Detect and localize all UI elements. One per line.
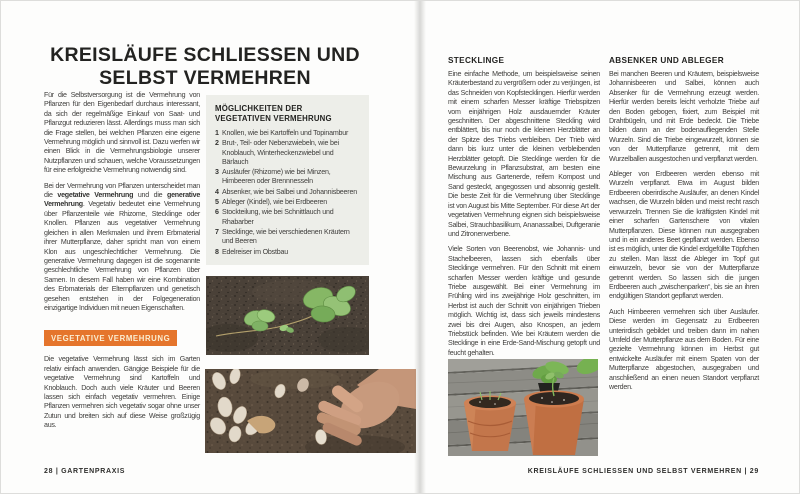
stecklinge-paragraph-2: Viele Sorten von Beerenobst, wie Johannis- und Stachelbeeren, lassen sich ebenfalls über Stecklinge vermehren. Für den Schnitt mit einem scharfen Messer werden kräftige und gesunde Triebe ausgewählt. Bei einer Vermehrung im Frühling wird ins zweijährige Holz geschnitten, im Herbst ist auch der Schnitt von einjährigen Trieben möglich. Wichtig ist, dass sich jeweils mindestens zwei bis drei Augen, also Knospen, an jedem Triebstück befinden. Wie bei Kräutern werden die Stecklinge in eine Erde-Sand-Mischung getopft und feucht gehalten. bbox=[448, 245, 600, 357]
page-title bbox=[27, 44, 383, 90]
photo-garlic-planting bbox=[205, 369, 416, 453]
infobox-vegetative-possibilities bbox=[206, 95, 369, 265]
vegetative-intro-paragraph: Die vegetative Vermehrung lässt sich im Garten relativ einfach anwenden. Gängige Beispiele für die vegetative Vermehrung sind Kartoffeln und Knoblauch. Doch auch viele Kräuter und Beeren lassen sich einfach vegetativ vermehren. Einige Pflanzen vermehren sich vegetativ sogar ohne unser Zutun und breiten sich auf diese Weise großzügig aus. bbox=[44, 355, 200, 430]
photo-strawberry-runner bbox=[206, 276, 369, 355]
text-segment: und die bbox=[133, 191, 168, 200]
pot-left bbox=[464, 391, 516, 451]
infobox-title: MÖGLICHKEITEN DER VEGETATIVEN VERMEHRUNG bbox=[215, 104, 332, 123]
page-title-line2: SELBST VERMEHREN bbox=[99, 67, 311, 90]
heading-stecklinge: STECKLINGE bbox=[448, 56, 505, 65]
absenker-paragraph-1: Bei manchen Beeren und Kräutern, beispielsweise Johannisbeeren und Salbei, können auch Absenker für die Vermehrung erzeugt werden. Hierfür werden bereits leicht verholzte Triebe auf den Boden gebogen, fixiert, zum Beispiel mit Drahtbügeln, und mit Erde bedeckt. Die Triebe bilden dann an der bodenaufliegenden Stelle Wurzeln. Sind die Triebe eingewurzelt, können sie von der Mutterpflanze getrennt, mit dem Wurzelballen ausgestochen und verpflanzt werden. bbox=[609, 70, 759, 163]
list-item bbox=[215, 198, 360, 207]
list-item-number: 1 bbox=[215, 129, 219, 137]
list-item-number: 8 bbox=[215, 247, 219, 256]
stecklinge-paragraph-1: Eine einfache Methode, um beispielsweise seinen Kräuterbestand zu vergrößern oder zu verjüngen, ist das Schneiden von Kopfstecklingen. Hierfür werden mit einem scharfen Messer kräftige Triebspitzen vom einjährigen Holz ausdauernder Kräuter geschnitten. Der abgeschnittene Steckling wird entblättert, bis nur noch die kleinen Herzblätter an der Spitze des Triebs verbleiben. Der Trieb wird dann bis kurz unter die kleinen verbleibenden Herzblätter getopft. Die Stecklinge werden für die Bewurzelung in Pflanzsubstrat, am besten eine Mischung aus Gartenerde, reifem Kompost und Sand gesteckt, angegossen und absonnig gestellt. Die beste Zeit für die Vermehrung über Stecklinge ist von August bis Mitte September. Für diese Art der vegetativen Vermehrung eignen sich beispielsweise Salbei, Strauchbasilikum, Ananassalbei, Duftgeranie und Zitronenverbene. bbox=[448, 70, 600, 238]
intro-paragraph: Für die Selbstversorgung ist die Vermehrung von Pflanzen für den Eigenbedarf durchaus interessant, da sich der regelmäßige Einkauf von Saat- und Pflanzgut reduzieren lässt. Allerdings muss man sich die Frage stellen, bei welchen Pflanzen eine eigene Vermehrung möglich und sinnvoll ist. Dazu werfen wir einen Blick in die Vermehrungsbiologie unserer Nutzpflanzen und schauen, welche Voraussetzungen für eine erfolgreiche Vermehrung notwendig sind. bbox=[44, 91, 200, 175]
right-page-column-2 bbox=[609, 56, 759, 398]
list-item-number: 3 bbox=[215, 168, 219, 177]
list-item-text: Ausläufer (Rhizome) wie bei Minzen, Himbeeren oder Brennnesseln bbox=[222, 168, 331, 186]
list-item bbox=[215, 168, 360, 187]
text-segment: . Vegetativ bedeutet eine Vermehrung über Pflanzenteile wie Rhizome, Stecklinge oder Knollen. Pflanzen aus vegetativer Vermehrung gleichen in allen Merkmalen und ihrem Erbmaterial ihrer Mutterpflanze, daher spricht man von einem Klon aus ungeschlechtlicher Vermehrung. Die generative Vermehrung dagegen ist die sogenannte geschlechtliche Vermehrung von Pflanzen über Samen. In diesem Fall haben wir eine Kombination des Erbmaterials der Elternpflanzen und genetisch gesehen entstehen in der Folgegeneration einzigartige Individuen mit neuen Eigenschaften. bbox=[44, 200, 200, 312]
list-item-text: Brut-, Teil- oder Nebenzwiebeln, wie bei Knoblauch, Winterheckenzwiebel und Bärlauch bbox=[222, 139, 339, 166]
left-page-text-column bbox=[44, 91, 200, 437]
footer-right: KREISLÄUFE SCHLIESSEN UND SELBST VERMEHREN | 29 bbox=[527, 468, 759, 475]
list-item bbox=[215, 188, 360, 197]
list-item-number: 6 bbox=[215, 208, 219, 217]
list-item-text: Absenker, wie bei Salbei und Johannisbeeren bbox=[222, 187, 357, 196]
list-item-number: 2 bbox=[215, 139, 219, 148]
list-item-number: 5 bbox=[215, 198, 219, 207]
list-item bbox=[215, 248, 360, 257]
propagation-types-paragraph bbox=[44, 182, 200, 314]
section-label-vegetative-vermehrung bbox=[44, 330, 177, 346]
bold-term-generative: generative Vermehrung bbox=[44, 191, 201, 209]
list-item bbox=[215, 228, 360, 247]
heading-absenker-und-ableger: ABSENKER UND ABLEGER bbox=[609, 56, 724, 65]
list-item-text: Stecklinge, wie bei verschiedenen Kräutern und Beeren bbox=[222, 227, 350, 246]
absenker-paragraph-3: Auch Himbeeren vermehren sich über Ausläufer. Diese werden im Gegensatz zu Erdbeeren unterirdisch gebildet und treiben dann im nahen Umfeld der Mutterpflanze aus dem Boden. Für eine gezielte Vermehrung können im Herbst gut entwickelte Ausläufer mit einem Spaten von der Mutterpflanze abgestochen, ausgegraben und anschließend an einen neuen Standort verpflanzt werden. bbox=[609, 307, 759, 391]
list-item bbox=[215, 208, 360, 227]
right-page-column-1 bbox=[448, 56, 600, 358]
bold-term-vegetative: vegetative Vermehrung bbox=[57, 191, 134, 200]
footer-left: 28 | GARTENPRAXIS bbox=[44, 468, 126, 475]
photo-potted-cuttings bbox=[448, 359, 598, 456]
left-page-sidebar-column bbox=[206, 95, 369, 355]
list-item-text: Knollen, wie bei Kartoffeln und Topinambur bbox=[222, 129, 349, 137]
list-item-number: 7 bbox=[215, 227, 219, 236]
list-item-number: 4 bbox=[215, 187, 219, 196]
list-item-text: Ableger (Kindel), wie bei Erdbeeren bbox=[222, 198, 327, 207]
list-item bbox=[215, 129, 360, 138]
absenker-paragraph-2: Ableger von Erdbeeren werden ebenso mit Wurzeln verpflanzt. Etwa im August bilden Erdbeeren oberirdische Ausläufer, an denen Kindel wachsen, die Wurzeln bilden und meist recht rasch verwurzeln. Trennen Sie die kräftigsten Kindel mit einer scharfen Gartenschere von vitalen Mutterpflanzen. Diese können nun ausgegraben und in ein anderes Beet gepflanzt werden. Ebenso ist es möglich, unter die Kindel erdgefüllte Töpfchen zu stellen. Man lässt die Ableger im Topf gut einwurzeln, bevor sie von der Mutterpflanze getrennt werden. So lassen sich die jungen Erdbeeren auch „zwischenparken“, bis sie an ihren endgültigen Standort gepflanzt werden. bbox=[609, 170, 759, 301]
text-segment: Bei der Vermehrung von Pflanzen unterscheidet man die bbox=[44, 181, 200, 200]
list-item-text: Stockteilung, wie bei Schnittlauch und Rhabarber bbox=[222, 208, 334, 226]
list-item-text: Edelreiser im Obstbau bbox=[222, 247, 288, 256]
section-label-text: VEGETATIVE VERMEHRUNG bbox=[51, 334, 171, 344]
page-title-line1: KREISLÄUFE SCHLIESSEN UND bbox=[50, 44, 360, 67]
list-item bbox=[215, 139, 360, 167]
